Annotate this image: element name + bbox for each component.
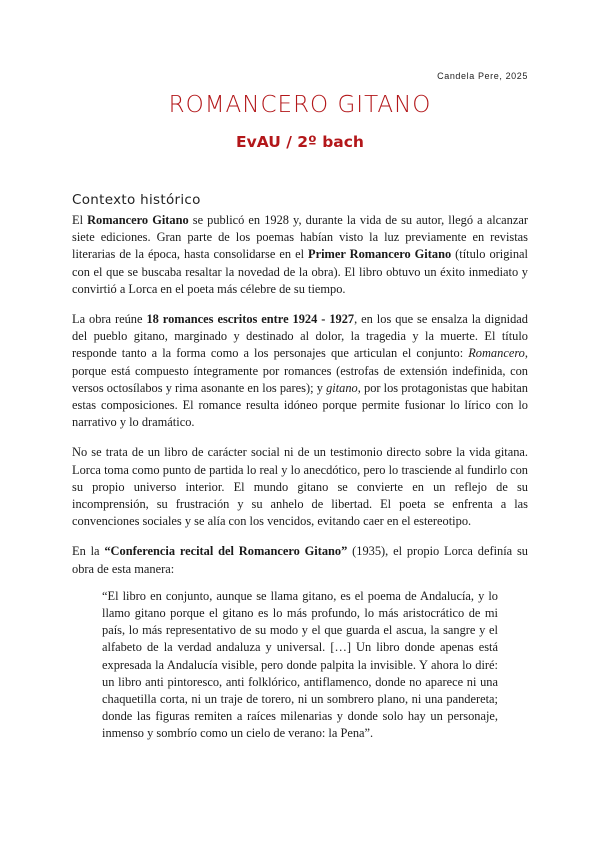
document-title: ROMANCERO GITANO: [168, 92, 432, 118]
italic-romancero: Romancero: [468, 346, 525, 361]
bold-original-title: Primer Romancero Gitano: [308, 247, 452, 262]
paragraph-publication: El Romancero Gitano se publicó en 1928 y, durante la vida de su autor, llegó a alcanzar siete ediciones. Gran parte de los poemas habían visto la luz previamente en revistas literarias de la época, hasta consolidarse en el Primer Romancero Gitano (título original con el que se buscaba resaltar la novedad de la obra). El libro obtuvo un éxito inmediato y convirtió a Lorca en el poeta más célebre de su tiempo.: [72, 213, 528, 296]
document-subtitle: EvAU / 2º bach: [236, 133, 364, 151]
italic-gitano: gitano: [326, 380, 358, 395]
lorca-quote: “El libro en conjunto, aunque se llama gitano, es el poema de Andalucía, y lo llamo gitano porque el gitano es lo más profundo, lo más aristocrático de mi país, lo más representativo de su modo y el que guarda el ascua, la sangre y el alfabeto de la verdad andaluza y universal. […] Un libro donde apenas está expresada la Andalucía visible, pero donde palpita la invisible. Y ahora lo diré: un libro anti pintoresco, anti folklórico, antiflamenco, donde no aparece ni una chaquetilla corta, ni un traje de torero, ni un sombrero plano, ni una pandereta; donde las figuras remiten a raíces milenarias y donde solo hay un personaje, inmenso y sombrío como un cielo de verano: la Pena”.: [102, 588, 498, 741]
author-line: Candela Pere, 2025: [437, 71, 528, 81]
paragraph-content: La obra reúne 18 romances escritos entre 1924 - 1927, en los que se ensalza la dignidad del pueblo gitano, marginado y destinado al dolor, la tragedia y la muerte. El título responde tanto a la forma como a los personajes que articulan el conjunto: Romancero, porque está compuesto íntegramente por romances (estrofas de extensión indefinida, con versos octosílabos y rima asonante en los pares); y gitano, por los protagonistas que habitan estas composiciones. El romance resulta idóneo porque permite fusionar lo lírico con lo narrativo y lo dramático.: [72, 312, 529, 430]
paragraph-conference: En la “Conferencia recital del Romancero Gitano” (1935), el propio Lorca definía su obra de esta manera:: [72, 544, 528, 576]
section-heading: Contexto histórico: [72, 192, 201, 208]
bold-book-title: Romancero Gitano: [87, 213, 189, 227]
paragraph-character: No se trata de un libro de carácter social ni de un testimonio directo sobre la vida gitana. Lorca toma como punto de partida lo real y lo anecdótico, pero lo trasciende al fundirlo con su propio universo interior. El mundo gitano se convierte en un reflejo de su incomprensión, su frustración y su anhelo de libertad. El poeta se enfrenta a las convenciones sociales y se alía con los vencidos, evitando caer en el estereotipo.: [72, 445, 528, 529]
bold-conference-title: “Conferencia recital del Romancero Gitano”: [104, 544, 348, 559]
document-body: [72, 212, 528, 743]
bold-romances-count: 18 romances escritos entre 1924 - 1927: [146, 312, 355, 327]
